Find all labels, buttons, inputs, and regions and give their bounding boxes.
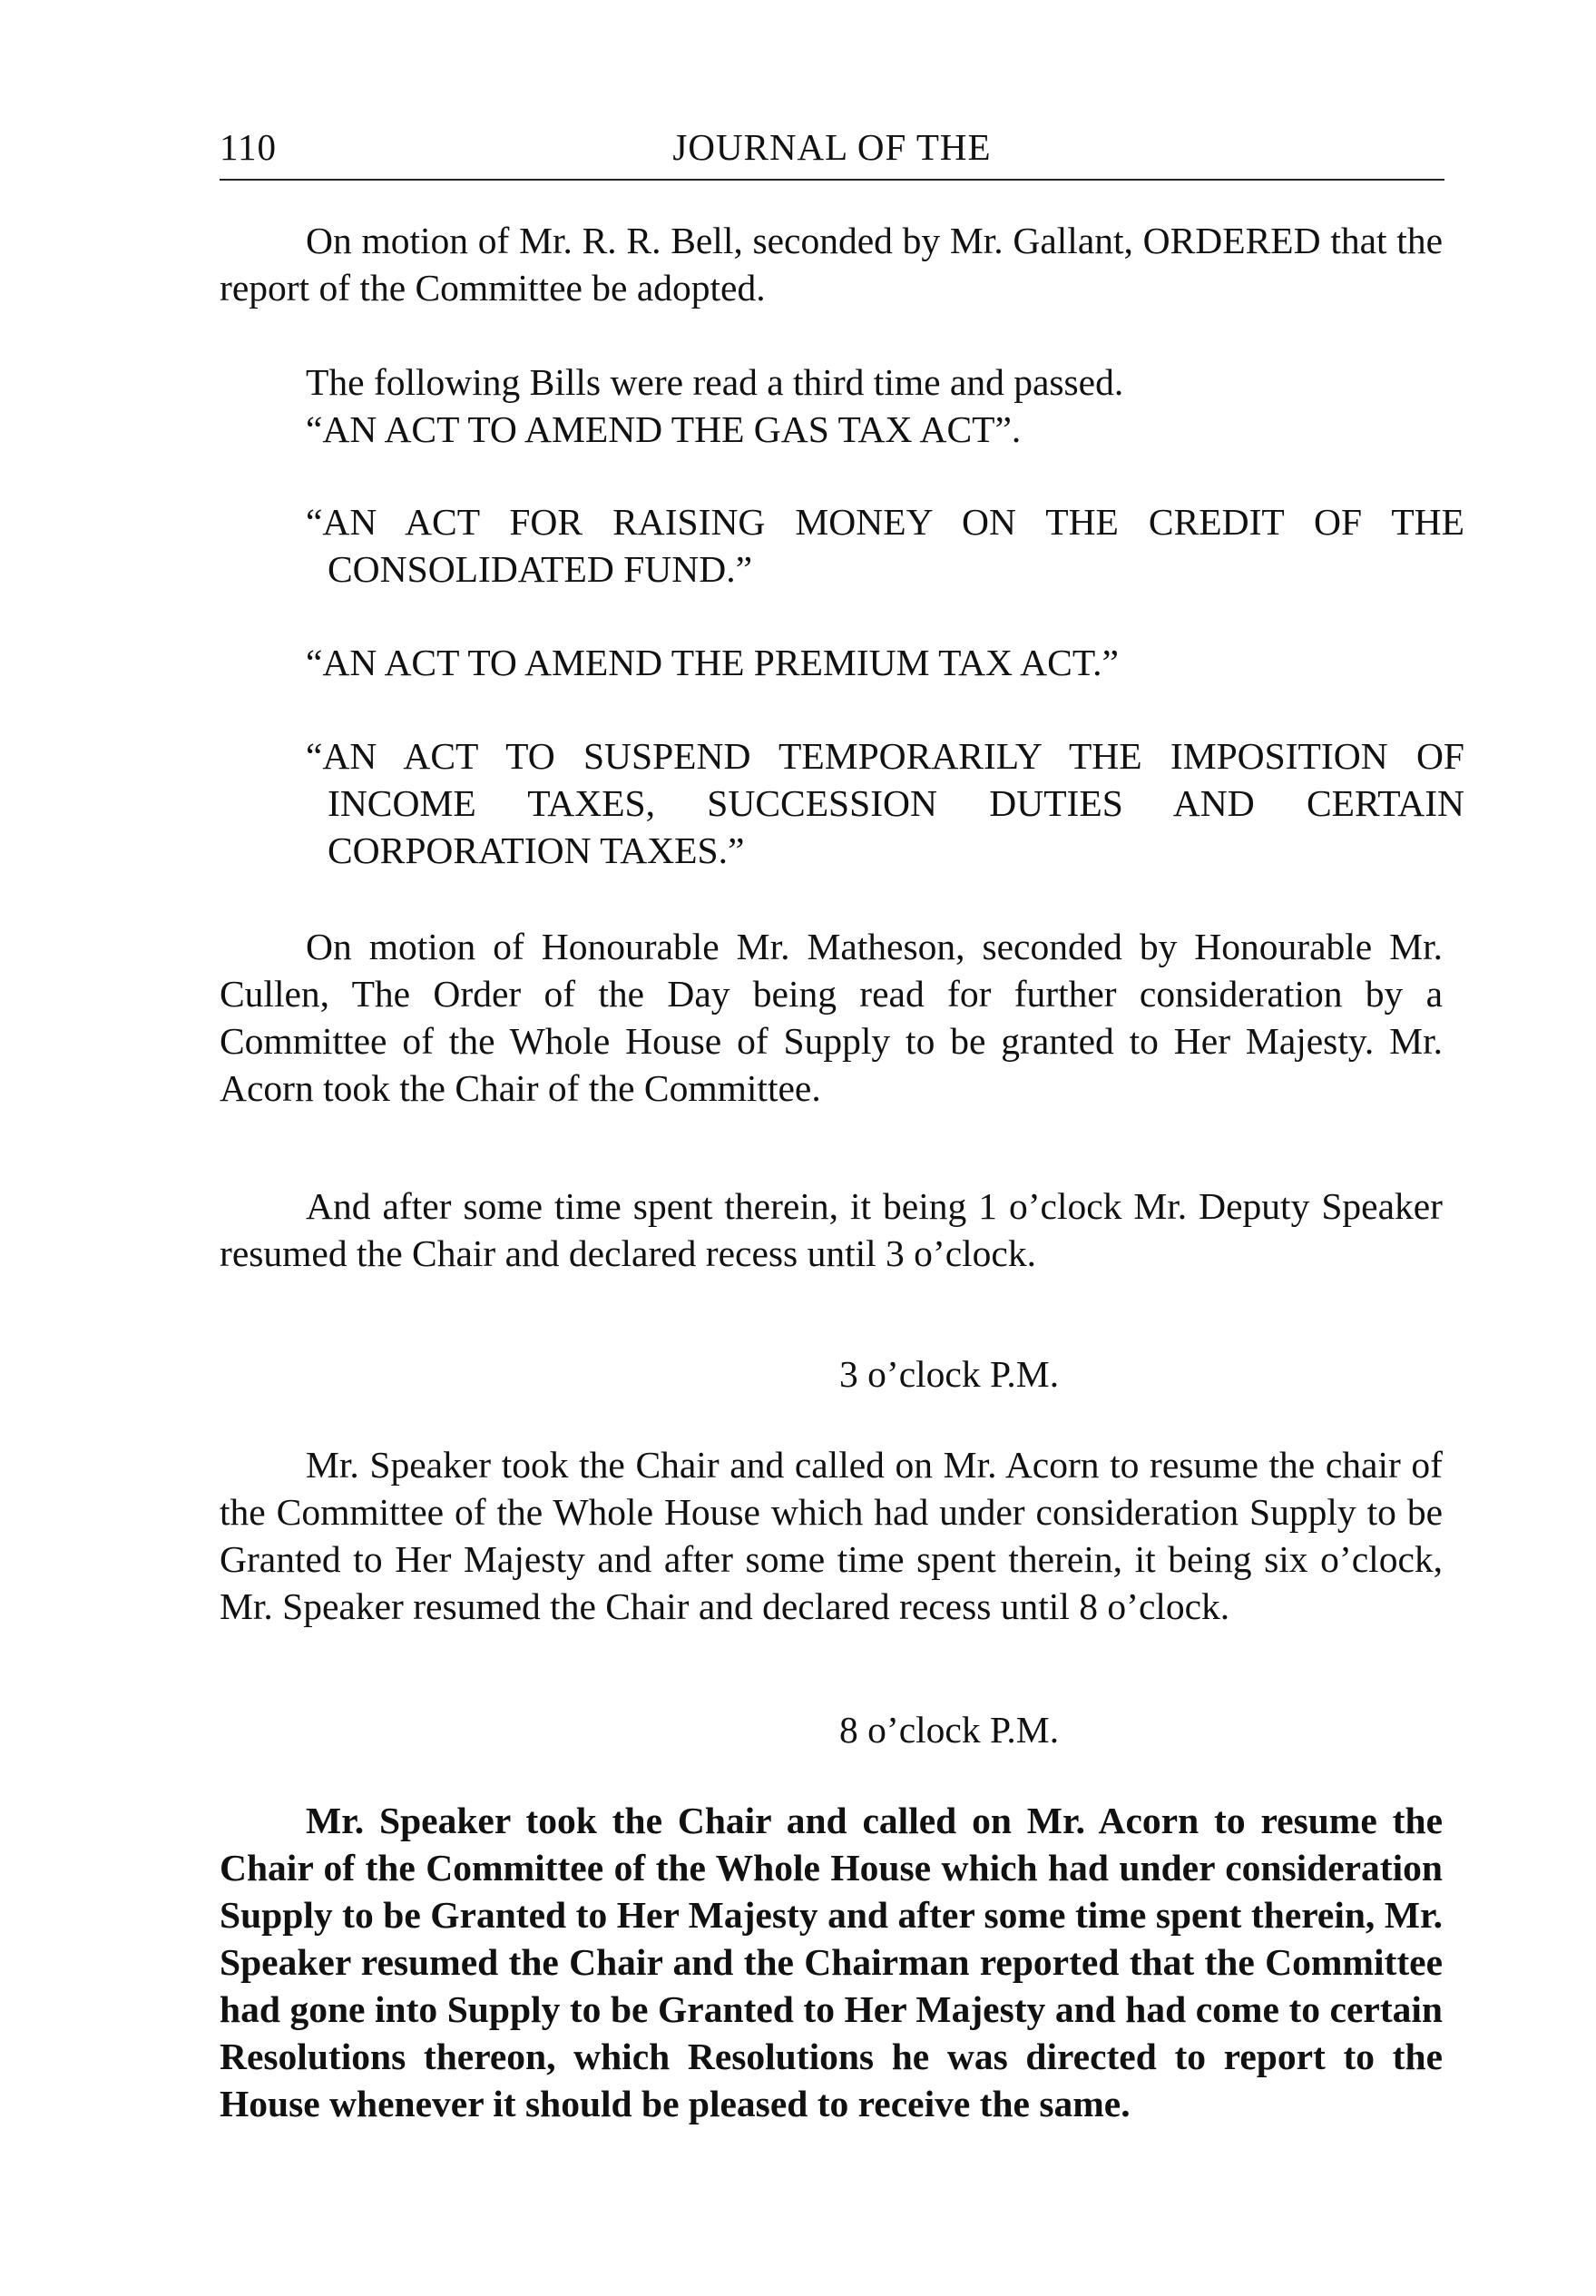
- page-header: [220, 125, 1444, 180]
- paragraph-matheson-motion: On motion of Honourable Mr. Matheson, seconded by Honourable Mr. Cullen, The Order of the Day being read for further consideration by a Committee of the Whole House of Supply to be granted to Her Majesty. Mr. Acorn took the Chair of the Committee.: [220, 926, 1443, 1109]
- page-number: 110: [220, 126, 277, 168]
- bills-intro: The following Bills were read a third time and passed.: [306, 361, 1124, 403]
- time-heading-8pm: 8 o’clock P.M.: [839, 1709, 1060, 1751]
- paragraph-evening-sitting: Mr. Speaker took the Chair and called on Mr. Acorn to resume the Chair of the Committee of the Whole House which had under consideration Supply to be Granted to Her Majesty and after some time spent therein, Mr. Speaker resumed the Chair and the Chairman reported that the Committee had gone into Supply to be Granted to Her Majesty and had come to certain Resolutions thereon, which Resolutions he was directed to report to the House whenever it should be pleased to receive the same.: [220, 1800, 1443, 2124]
- bill-suspend-taxes: “AN ACT TO SUSPEND TEMPORARILY THE IMPOSITION OF INCOME TAXES, SUCCESSION DUTIES AND CERTAIN CORPORATION TAXES.”: [306, 735, 1464, 871]
- bill-gas-tax: “AN ACT TO AMEND THE GAS TAX ACT”.: [306, 408, 1022, 450]
- running-head: JOURNAL OF THE: [672, 126, 992, 168]
- header-rule: [220, 179, 1444, 181]
- time-heading-3pm: 3 o’clock P.M.: [839, 1353, 1060, 1395]
- paragraph-afternoon-sitting: Mr. Speaker took the Chair and called on Mr. Acorn to resume the chair of the Committee of the Whole House which had under consideration Supply to be Granted to Her Majesty and after some time spent therein, it being six o’clock, Mr. Speaker resumed the Chair and declared recess until 8 o’clock.: [220, 1444, 1443, 1627]
- bill-premium-tax: “AN ACT TO AMEND THE PREMIUM TAX ACT.”: [306, 642, 1119, 683]
- paragraph-recess-one: And after some time spent therein, it being 1 o’clock Mr. Deputy Speaker resumed the Chair and declared recess until 3 o’clock.: [220, 1185, 1443, 1274]
- bill-consolidated-fund: “AN ACT FOR RAISING MONEY ON THE CREDIT OF THE CONSOLIDATED FUND.”: [306, 501, 1464, 590]
- paragraph-bell-motion: On motion of Mr. R. R. Bell, seconded by Mr. Gallant, ORDERED that the report of the Committee be adopted.: [220, 220, 1443, 309]
